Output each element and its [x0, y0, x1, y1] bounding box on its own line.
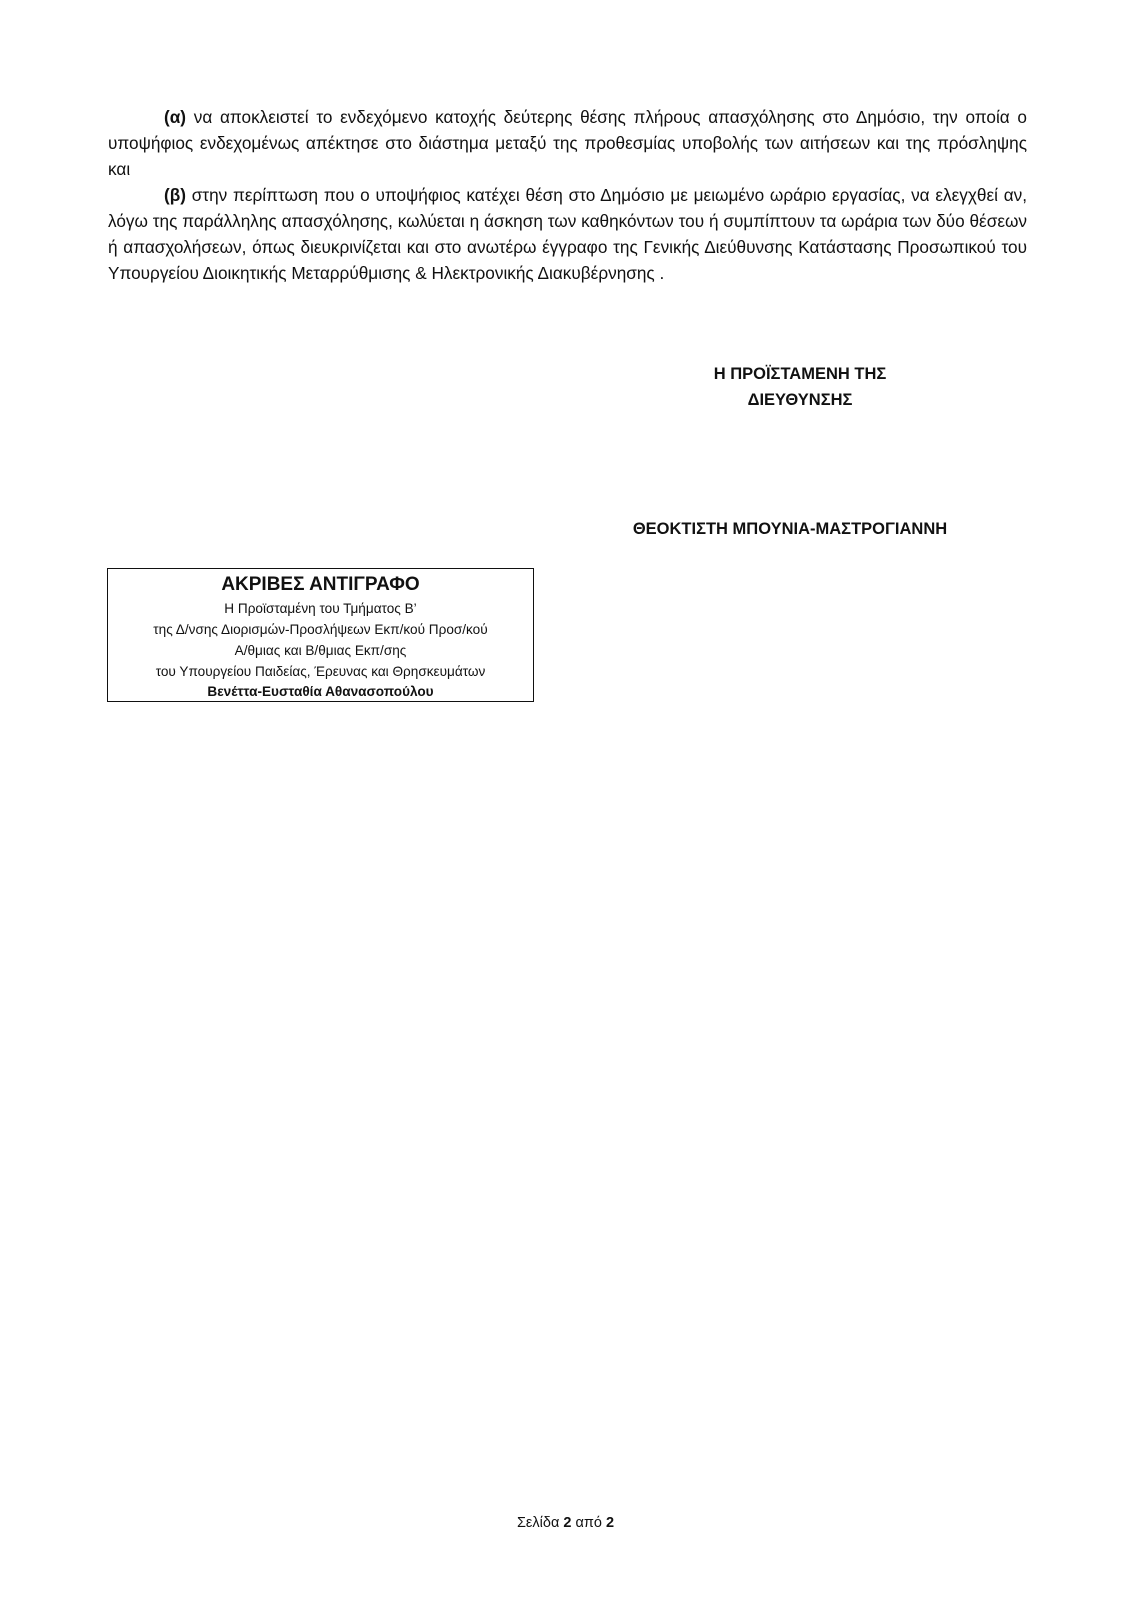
- paragraph-a-text: να αποκλειστεί το ενδεχόμενο κατοχής δεύτερης θέσης πλήρους απασχόλησης στο Δημόσιο, την οποία ο υποψήφιος ενδεχομένως απέκτησε στο διάστημα μεταξύ της προθεσμίας υποβολής των αιτήσεων και της πρόσληψης και: [108, 107, 1027, 179]
- true-copy-line-3: Α/θμιας και Β/θμιας Εκπ/σης: [234, 643, 407, 658]
- true-copy-signatory-name: Βενέττα-Ευσταθία Αθανασοπούλου: [207, 684, 434, 699]
- paragraph-b-marker: (β): [164, 185, 186, 205]
- body-text: [108, 104, 1027, 286]
- true-copy-line-2: της Δ/νσης Διορισμών-Προσλήψεων Εκπ/κού Προσ/κού: [153, 622, 488, 637]
- signature-title: [680, 361, 920, 413]
- page-footer: [0, 1513, 1131, 1533]
- paragraph-b: [108, 182, 1027, 286]
- true-copy-line-4: του Υπουργείου Παιδείας, Έρευνας και Θρησκευμάτων: [155, 664, 486, 679]
- footer-total-pages: 2: [605, 1515, 615, 1531]
- footer-current-page: 2: [563, 1515, 572, 1531]
- footer-prefix: Σελίδα: [516, 1515, 564, 1531]
- paragraph-b-text: στην περίπτωση που ο υποψήφιος κατέχει θέση στο Δημόσιο με μειωμένο ωράριο εργασίας, να ελεγχθεί αν, λόγω της παράλληλης απασχόλησης, κωλύεται η άσκηση των καθηκόντων του ή συμπίπτουν τα ωράρια των δύο θέσεων ή απασχολήσεων, όπως διευκρινίζεται και στο ανωτέρω έγγραφο της Γενικής Διεύθυνσης Κατάστασης Προσωπικού του Υπουργείου Διοικητικής Μεταρρύθμισης & Ηλεκτρονικής Διακυβέρνησης .: [108, 185, 1027, 283]
- footer-separator: από: [571, 1515, 606, 1531]
- true-copy-line-1: Η Προϊσταμένη του Τμήματος Β’: [224, 601, 417, 616]
- paragraph-a: [108, 104, 1027, 182]
- paragraph-a-marker: (α): [164, 107, 187, 127]
- signature-name: ΘΕΟΚΤΙΣΤΗ ΜΠΟΥΝΙΑ-ΜΑΣΤΡΟΓΙΑΝΝΗ: [632, 520, 948, 538]
- signature-title-line1: Η ΠΡΟΪΣΤΑΜΕΝΗ ΤΗΣ: [713, 365, 887, 383]
- true-copy-heading: ΑΚΡΙΒΕΣ ΑΝΤΙΓΡΑΦΟ: [221, 574, 420, 595]
- signature-title-line2: ΔΙΕΥΘΥΝΣΗΣ: [747, 391, 853, 409]
- true-copy-box: [107, 568, 534, 702]
